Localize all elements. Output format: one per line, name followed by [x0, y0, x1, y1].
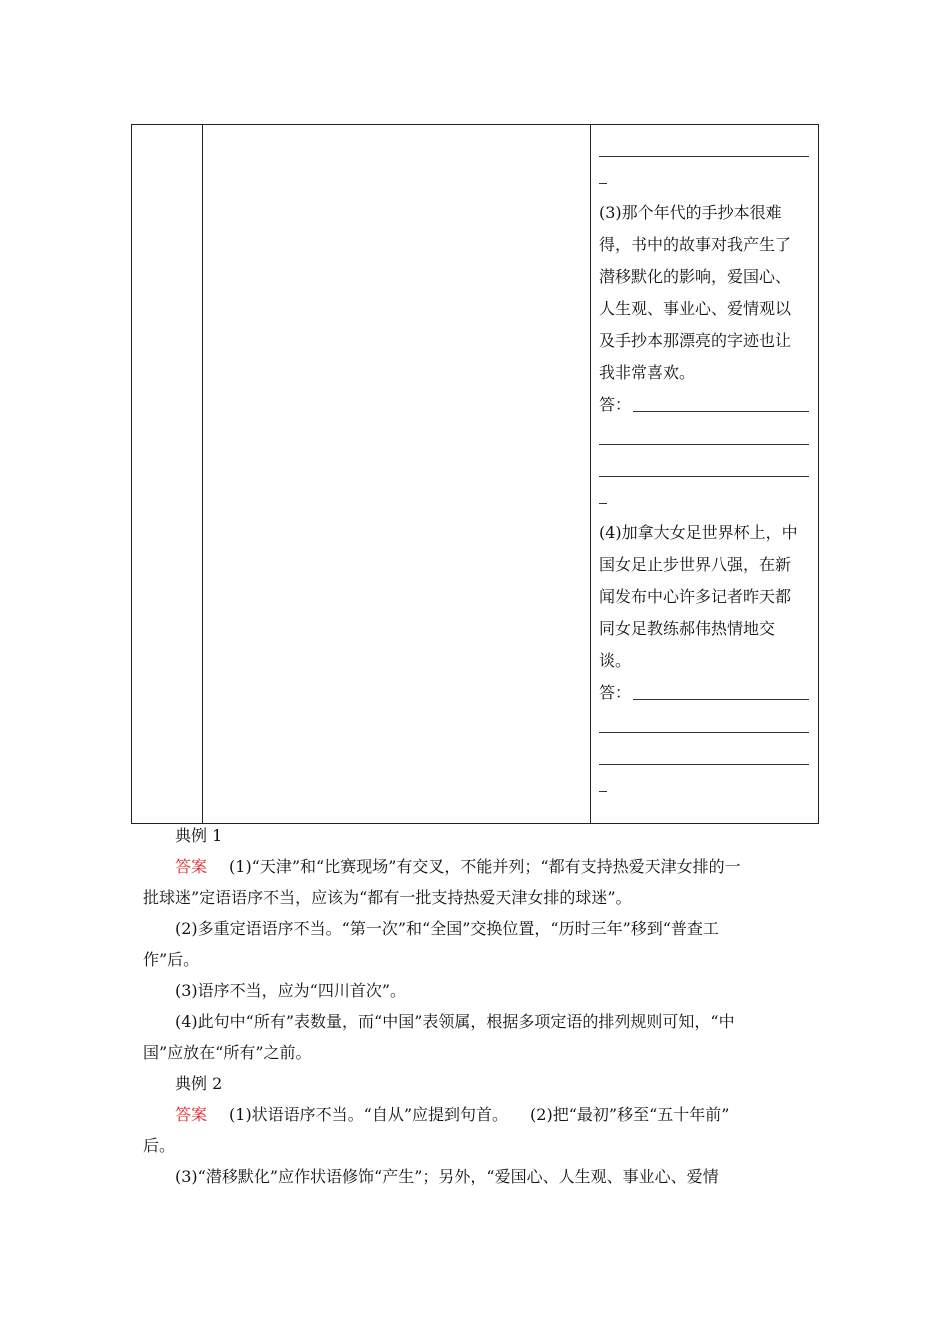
q4-line: 谈。 [599, 651, 632, 670]
answer-text: 国”应放在“所有”之前。 [143, 1043, 312, 1062]
q3-line: 潜移默化的影响，爱国心、 [599, 267, 792, 286]
q3-line: 得，书中的故事对我产生了 [599, 235, 792, 254]
answer-blank-line [599, 421, 809, 453]
q3-line: (3)那个年代的手抄本很难 [599, 203, 782, 222]
answer-blank-line [599, 133, 809, 165]
q4-line: 国女足止步世界八强，在新 [599, 555, 792, 574]
answer-paragraph [143, 1099, 809, 1130]
answer-text: (2)把“最初”移至“五十年前” [530, 1105, 730, 1124]
answer-label: 答： [599, 395, 632, 414]
answer-blank-end [599, 165, 809, 197]
answer-blank-line [599, 453, 809, 485]
answer-text: (1)“天津”和“比赛现场”有交叉，不能并列；“都有支持热爱天津女排的一 [229, 857, 741, 876]
answer-tag: 答案 [175, 857, 208, 876]
answer-paragraph [143, 851, 809, 882]
q4-line: 闻发布中心许多记者昨天都 [599, 587, 792, 606]
answer-blank-line [599, 709, 809, 741]
q3-line: 我非常喜欢。 [599, 363, 696, 382]
exercise-table [131, 124, 819, 824]
example-1-section [143, 820, 809, 1192]
answer-label: 答： [599, 683, 632, 702]
answer-text: (3)“潜移默化”应作状语修饰“产生”；另外，“爱国心、人生观、事业心、爱情 [175, 1167, 719, 1186]
answer-text: (4)此句中“所有”表数量，而“中国”表领属，根据多项定语的排列规则可知，“中 [175, 1012, 735, 1031]
example-heading: 典例 1 [175, 826, 223, 845]
table-column-divider [202, 125, 203, 823]
answer-text: (1)状语语序不当。“自从”应提到句首。 [229, 1105, 509, 1124]
q4-line: (4)加拿大女足世界杯上，中 [599, 523, 798, 542]
question-3 [599, 197, 809, 389]
answer-blank-line [599, 741, 809, 773]
answer-text: (2)多重定语语序不当。“第一次”和“全国”交换位置，“历时三年”移到“普查工 [175, 919, 719, 938]
q4-answer-row [599, 677, 809, 709]
q3-line: 及手抄本那漂亮的字迹也让 [599, 331, 792, 350]
answer-text: 作”后。 [143, 950, 200, 969]
question-cell [599, 133, 809, 805]
example-heading: 典例 2 [175, 1074, 223, 1093]
q3-answer-row [599, 389, 809, 421]
answer-tag: 答案 [175, 1105, 208, 1124]
answer-blank-end [599, 485, 809, 517]
question-4 [599, 517, 809, 677]
q4-line: 同女足教练郝伟热情地交 [599, 619, 776, 638]
answer-blank-end [599, 773, 809, 805]
answer-text: 后。 [143, 1136, 176, 1155]
q3-line: 人生观、事业心、爱情观以 [599, 299, 792, 318]
answer-text: (3)语序不当，应为“四川首次”。 [175, 981, 407, 1000]
answer-text: 批球迷”定语语序不当，应该为“都有一批支持热爱天津女排的球迷”。 [143, 888, 632, 907]
table-column-divider [590, 125, 591, 823]
